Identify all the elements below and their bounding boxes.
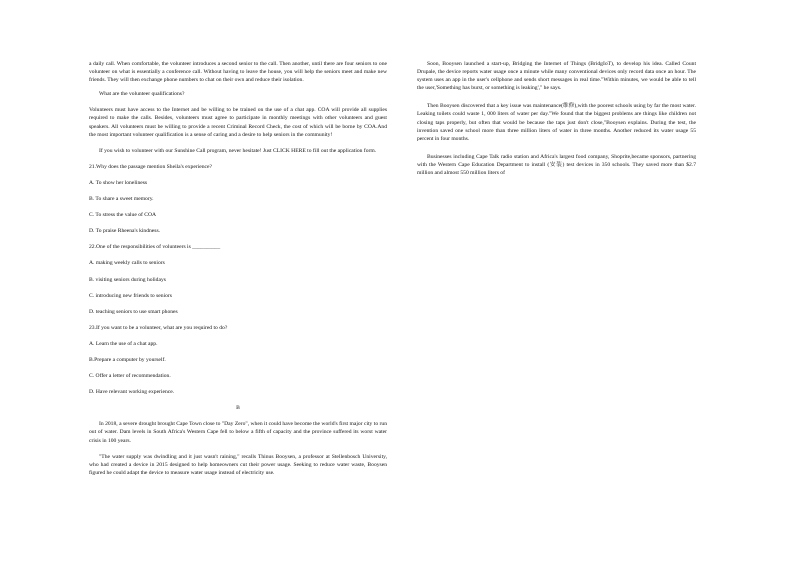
q21-option-b: B. To share a sweet memory.	[89, 196, 154, 203]
q23-option-d: D. Have relevant working experience.	[89, 389, 175, 396]
paragraph-bridgiot: Soon, Booysen launched a start-up, Bridging the Internet of Things (BridgIoT), to develop his idea. Called Count Drupale, the device reports water usage once a minute while many conventional devices only record data once an hour. The system uses an app in the user's cellphone and sends short messages in real time."Within minutes, we would be able to tell the user,'Something has burst, or something is leaking'," he says.	[417, 61, 696, 92]
section-b-heading: B	[236, 405, 240, 412]
paragraph-drought: In 2018, a severe drought brought Cape Town close to "Day Zero", when it could have become the world's first major city to run out of water. Dam levels in South Africa's Western Cape fell to below a fifth of capacity and the province suffered its worst water crisis in 100 years.	[89, 421, 387, 444]
q22-option-c: C. introducing new friends to seniors	[89, 292, 172, 299]
paragraph-qualifications: Volunteers must have access to the Internet and be willing to be trained on the use of a chat app. COA will provide all supplies required to make the calls. Besides, volunteers must agree to participate in monthly meetings with other volunteers and guest speakers. All volunteers must be willing to provide a recent Criminal Record Check, the cost of which will be borne by COA.And the most important volunteer qualification is a sense of caring and a desire to help seniors in the community!	[89, 107, 387, 138]
q23-option-a: A. Learn the use of a chat app.	[89, 340, 158, 347]
section-heading-qualifications: What are the volunteer qualifications?	[99, 91, 185, 98]
paragraph-continuation: a daily call. When comfortable, the volunteer introduces a second senior to the call. Then another, until there are four seniors to one volunteer on what is essentially a conference call. Without having to leave the house, you will help the seniors meet and make new friends. They will then exchange phone numbers to chat on their own and reduce their isolation.	[89, 61, 387, 84]
paragraph-apply: If you wish to volunteer with our Sunshine Call program, never hesitate! Just CLICK HERE to fill out the application form.	[99, 147, 377, 154]
paragraph-booysen: "The water supply was dwindling and it just wasn't raining," recalls Thinus Booysen, a professor at Stellenbosch University, who had created a device in 2015 designed to help homeowners cut their power usage. Seeking to reduce water waste, Booysen figured he could adapt the device to measure water usage instead of electricity use.	[89, 453, 387, 476]
right-column	[417, 60, 696, 177]
paragraph-maintenance: Then Booysen discovered that a key issue was maintenance(维修),with the poorest schools using by far the most water. Leaking toilets could waste 1, 000 liters of water per day."We found that the biggest problems are things like children not closing taps properly, but often that would be because the taps just don't close,"Booysen explains. During the test, the invention saved one school more than three million liters of water in three months. Another reduced its water usage 55 percent in four months.	[417, 103, 696, 142]
q23-option-b: B.Prepare a computer by yourself.	[89, 356, 166, 363]
q22-option-a: A. making weekly calls to seniors	[89, 260, 165, 267]
question-21: 21.Why does the passage mention Sheila's experience?	[89, 163, 212, 170]
question-22: 22.One of the responsibilities of volunteers is __________	[89, 244, 221, 251]
paragraph-sponsors: Businesses including Cape Talk radio station and Africa's largest food company, Shoprite,became sponsors, partnering with the Western Cape Education Department to install (安装) test devices in 350 schools. They saved more than $2.7 million and almost 550 million liters of	[417, 153, 696, 177]
q21-option-c: C. To stress the value of COA	[89, 212, 157, 219]
q21-option-a: A. To show her loneliness	[89, 179, 148, 186]
q22-option-b: B. visiting seniors during holidays	[89, 276, 166, 283]
q22-option-d: D. teaching seniors to use smart phones	[89, 308, 178, 315]
question-23: 23.If you want to be a volunteer, what are you required to do?	[89, 324, 228, 331]
left-column	[89, 60, 387, 477]
q23-option-c: C. Offer a letter of recommendation.	[89, 373, 171, 380]
q21-option-d: D. To praise Rheena's kindness.	[89, 228, 161, 235]
